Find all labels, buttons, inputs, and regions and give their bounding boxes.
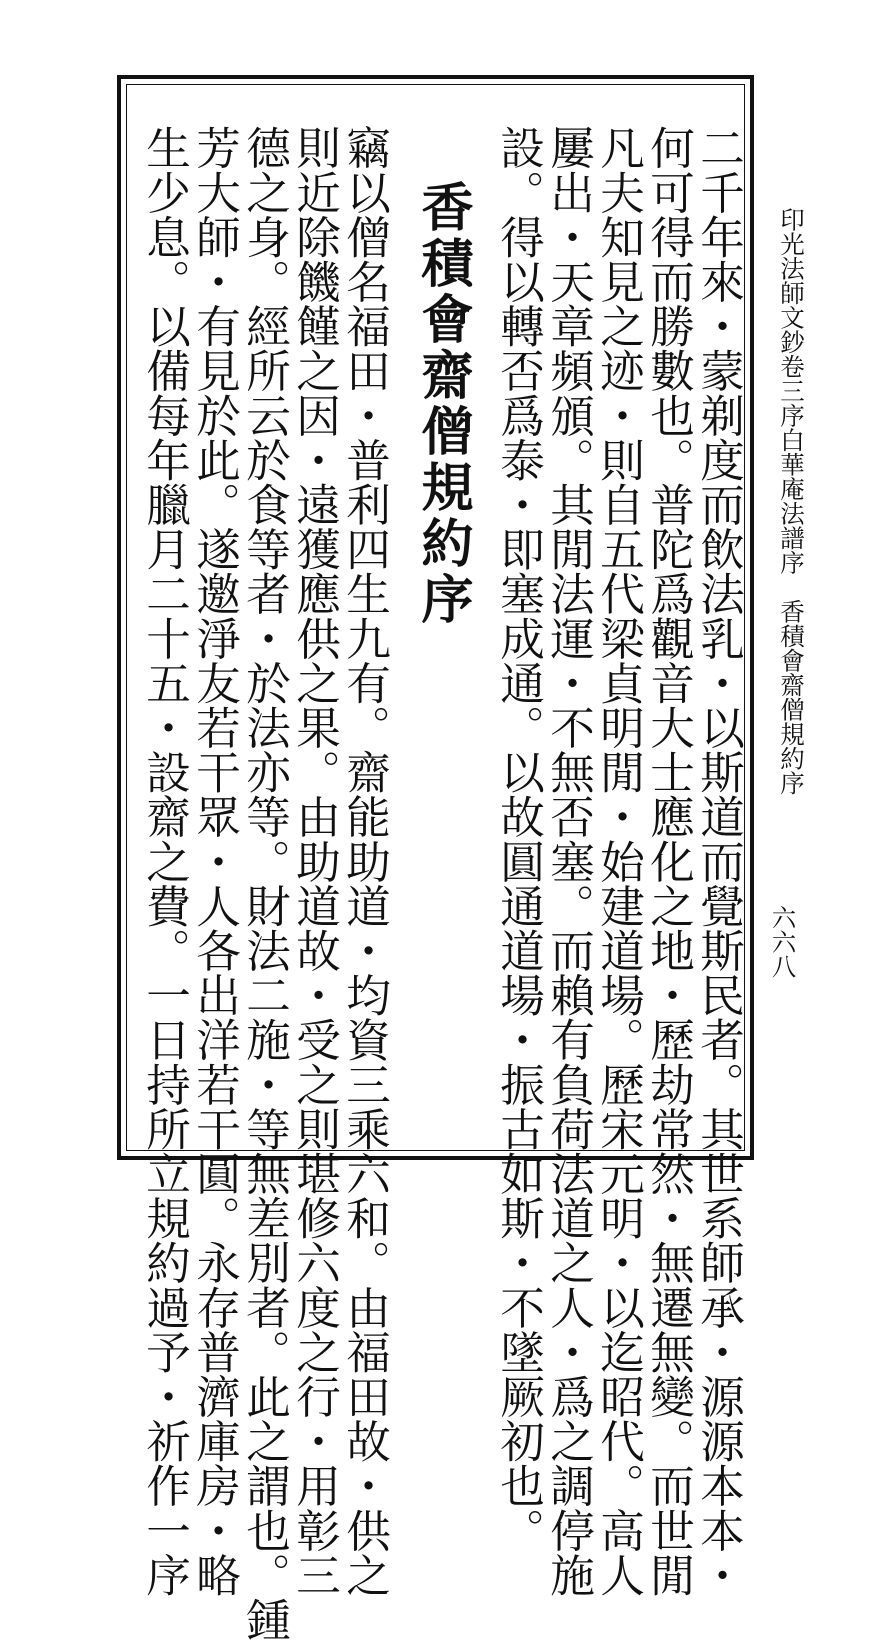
page-number: 六六八 xyxy=(768,905,798,979)
text-column-7: 竊以僧名福田・普利四生九有。齋能助道・均資三乘六和。由福田故・供之 xyxy=(338,125,391,1597)
text-column-10: 芳大師・有見於此。遂邀淨友若干眾・人各出洋若干圓。永存普濟庫房・略 xyxy=(188,125,241,1597)
text-column-11: 生少息。以備每年臘月二十五・設齋之費。一日持所立規約過予・祈作一序 xyxy=(138,125,191,1597)
text-column-5: 設。得以轉否爲泰・即塞成通。以故圓通道場・振古如斯・不墜厥初也。 xyxy=(492,125,545,1553)
running-head-book: 印光法師文鈔卷三 xyxy=(777,207,806,403)
text-column-3: 凡夫知見之迹・則自五代梁貞明閒・始建道場。歷宋元明・以迄昭代。高人 xyxy=(592,125,645,1597)
text-column-1: 二千年來・蒙剃度而飲法乳・以斯道而覺斯民者。其世系師承・源源本本・ xyxy=(692,125,745,1597)
text-column-8: 則近除饑饉之因・遠獲應供之果。由助道故・受之則堪修六度之行・用彰三 xyxy=(288,125,341,1597)
text-column-9: 德之身。經所云於食等者・於法亦等。財法二施・等無差別者。此之謂也。鍾 xyxy=(238,125,291,1641)
running-head-titles: 白華庵法譜序 香積會齋僧規約序 xyxy=(777,427,806,795)
text-column-4: 屢出・天章頻頒。其閒法運・不無否塞。而賴有負荷法道之人・爲之調停施 xyxy=(542,125,595,1597)
running-head xyxy=(770,207,812,795)
running-head-section: 序 xyxy=(777,403,806,428)
section-title: 香積會齋僧規約序 xyxy=(412,180,473,628)
text-column-2: 何可得而勝數也。普陀爲觀音大士應化之地・歷劫常然・無遷無變。而世閒 xyxy=(642,125,695,1597)
